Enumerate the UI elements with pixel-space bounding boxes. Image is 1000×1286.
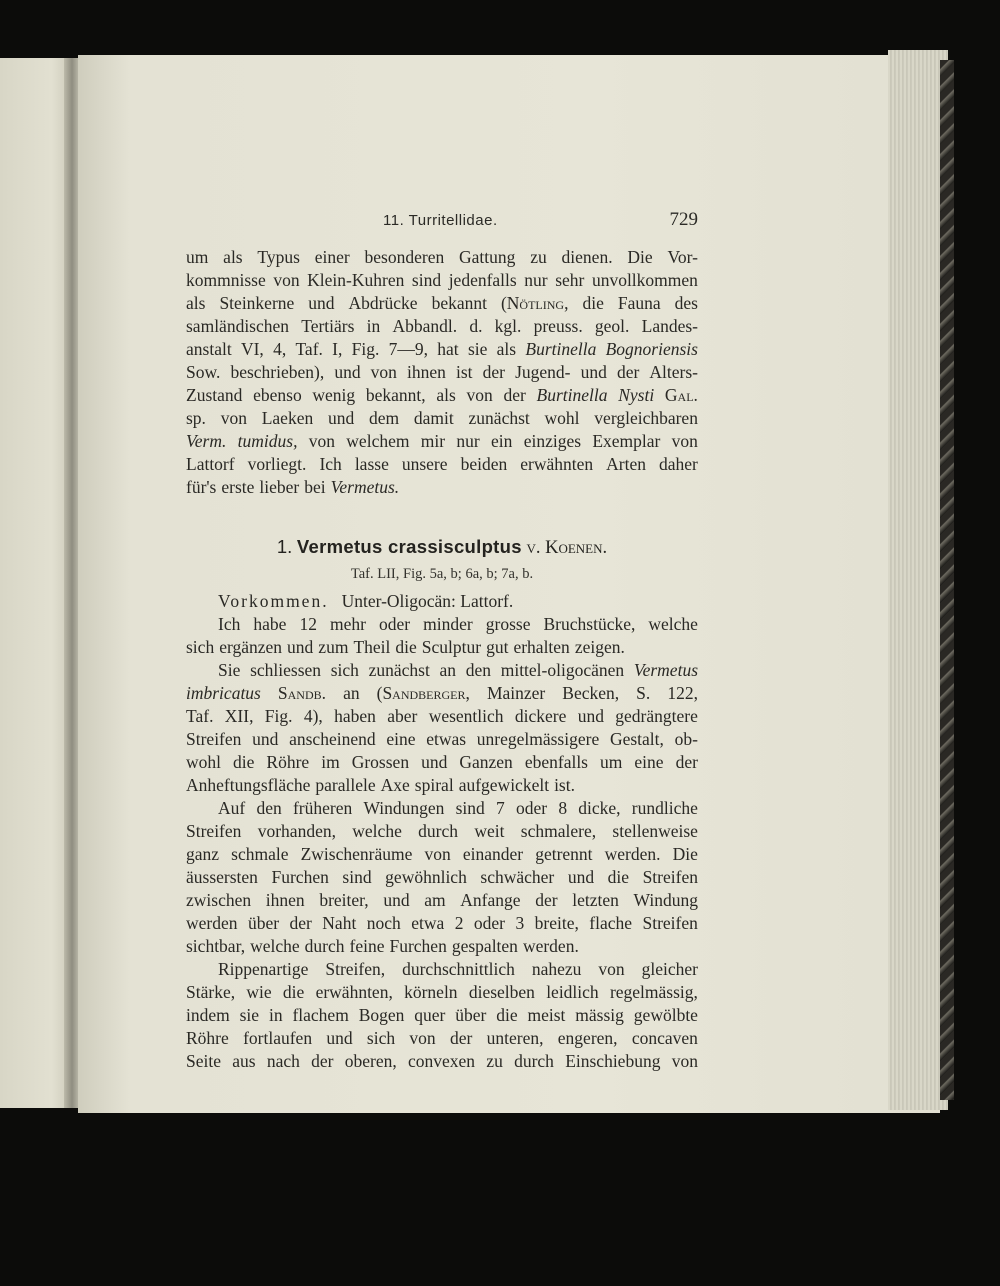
text-line: Stärke, wie die erwähnten, körneln dieselben leidlich regelmässig, <box>186 982 698 1002</box>
page-edges <box>888 50 948 1110</box>
text-line: äussersten Furchen sind gewöhnlich schwächer und die Streifen <box>186 867 698 887</box>
species-name: Vermetus crassisculptus <box>296 536 522 557</box>
book-cover-edge <box>940 60 954 1100</box>
text-line: Sie schliessen sich zunächst an den mittel-oligocänen Vermetus <box>218 660 698 680</box>
text-line: zwischen ihnen breiter, und am Anfange der letzten Windung <box>186 890 698 910</box>
text-line: Lattorf vorliegt. Ich lasse unsere beiden erwähnten Arten daher <box>186 454 698 474</box>
text-line: für's erste lieber bei Vermetus. <box>186 477 400 497</box>
text-line: Rippenartige Streifen, durchschnittlich nahezu von gleicher <box>218 959 698 979</box>
text-line: als Steinkerne und Abdrücke bekannt (Nötling, die Fauna des <box>186 293 698 313</box>
species-author: v. Koenen. <box>526 538 608 558</box>
species-description <box>186 590 698 1073</box>
plate-reference: Taf. LII, Fig. 5a, b; 6a, b; 7a, b. <box>350 566 534 582</box>
text-line: sichtbar, welche durch feine Furchen gespalten werden. <box>186 936 579 956</box>
text-line: samländischen Tertiärs in Abbandl. d. kgl. preuss. geol. Landes- <box>186 316 698 336</box>
text-line: sp. von Laeken und dem damit zunächst wohl vergleichbaren <box>186 408 698 428</box>
text-line: Auf den früheren Windungen sind 7 oder 8 dicke, rundliche <box>218 798 698 818</box>
species-number: 1. <box>276 536 293 557</box>
page-number: 729 <box>669 209 698 230</box>
text-line: Verm. tumidus, von welchem mir nur ein einziges Exemplar von <box>186 431 698 451</box>
text-line: kommnisse von Klein-Kuhren sind jedenfalls nur sehr unvollkommen <box>186 270 698 290</box>
text-line: um als Typus einer besonderen Gattung zu dienen. Die Vor- <box>186 247 698 267</box>
text-line: werden über der Naht noch etwa 2 oder 3 breite, flache Streifen <box>186 913 698 933</box>
occurrence-line <box>186 590 698 613</box>
occurrence-label: Vorkommen. <box>218 591 329 611</box>
page-header <box>186 209 698 236</box>
text-line: Röhre fortlaufen und sich von der unteren, engeren, concaven <box>186 1028 698 1048</box>
text-line: ganz schmale Zwischenräume von einander getrennt werden. Die <box>186 844 698 864</box>
text-line: sich ergänzen und zum Theil die Sculptur gut erhalten zeigen. <box>186 637 625 657</box>
text-line: imbricatus Sandb. an (Sandberger, Mainzer Becken, S. 122, <box>186 683 698 703</box>
text-line: Sow. beschrieben), und von ihnen ist der Jugend- und der Alters- <box>186 362 698 382</box>
text-line: Streifen und anscheinend eine etwas unregelmässigere Gestalt, ob- <box>186 729 698 749</box>
species-heading <box>186 536 698 559</box>
text-line: Zustand ebenso wenig bekannt, als von der Burtinella Nysti Gal. <box>186 385 698 405</box>
text-line: Streifen vorhanden, welche durch weit schmalere, stellenweise <box>186 821 698 841</box>
occurrence-value: Unter-Oligocän: Lattorf. <box>341 591 514 611</box>
left-page <box>0 58 74 1108</box>
running-head: 11. Turritellidae. <box>383 212 498 229</box>
text-line: indem sie in flachem Bogen quer über die meist mässig gewölbte <box>186 1005 698 1025</box>
text-line: Seite aus nach der oberen, convexen zu durch Einschiebung von <box>186 1051 698 1071</box>
text-line: anstalt VI, 4, Taf. I, Fig. 7—9, hat sie als Burtinella Bognoriensis <box>186 339 698 359</box>
text-line: wohl die Röhre im Grossen und Ganzen ebenfalls um eine der <box>186 752 698 772</box>
intro-paragraph <box>186 246 698 499</box>
text-line: Taf. XII, Fig. 4), haben aber wesentlich dickere und gedrängtere <box>186 706 698 726</box>
text-line: Ich habe 12 mehr oder minder grosse Bruchstücke, welche <box>218 614 698 634</box>
text-line: Anheftungsfläche parallele Axe spiral aufgewickelt ist. <box>186 775 575 795</box>
